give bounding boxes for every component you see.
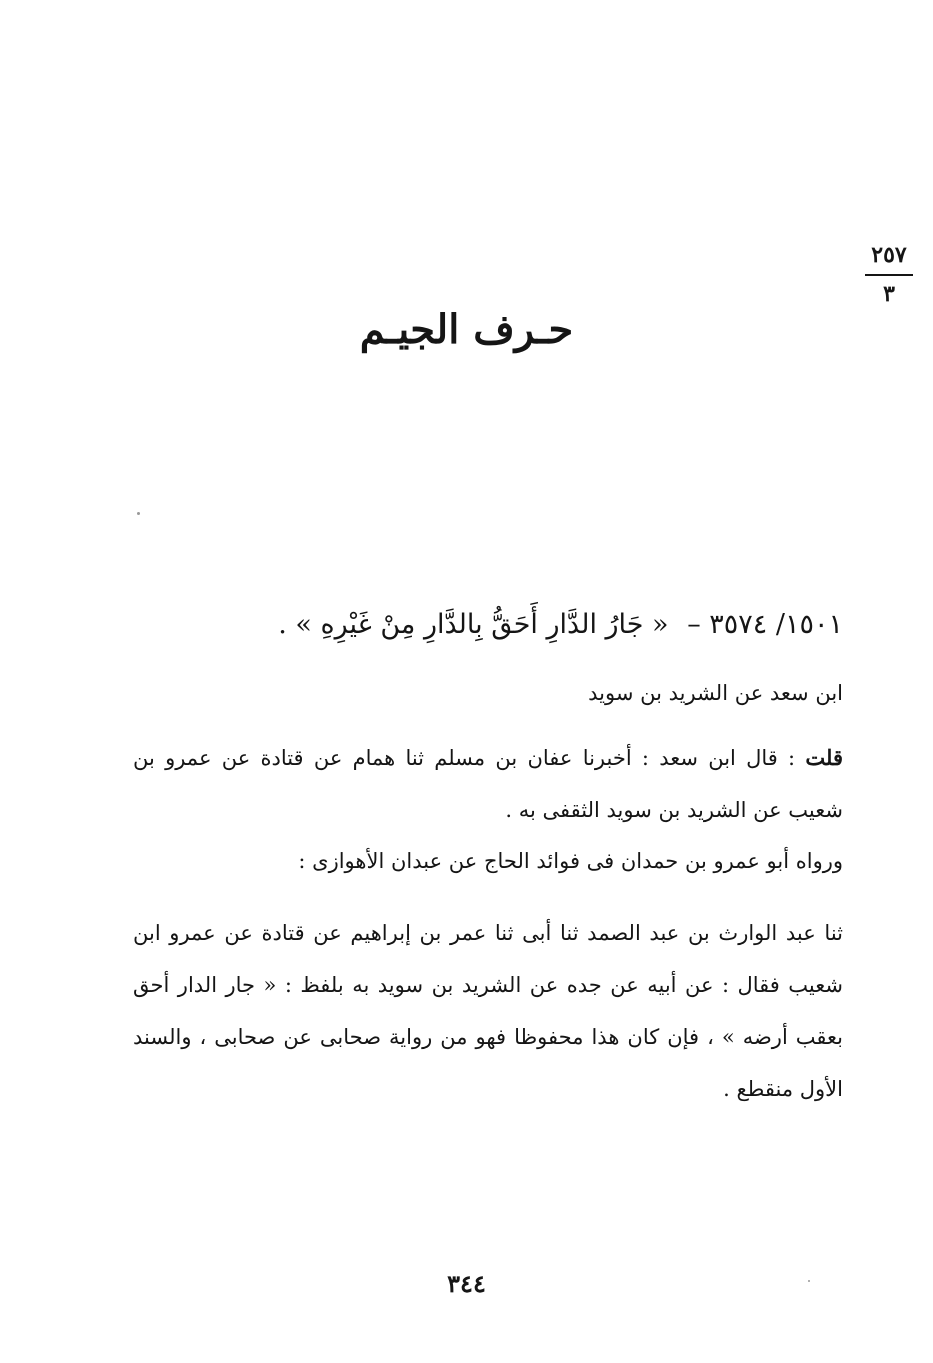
chapter-title: حـرف الجيـم bbox=[359, 306, 574, 353]
rawahu-paragraph: ورواه أبو عمرو بن حمدان فى فوائد الحاج عن عبدان الأهوازى : bbox=[298, 849, 843, 873]
fraction-bar bbox=[865, 274, 913, 276]
qultu-text: : قال ابن سعد : أخبرنا عفان بن مسلم ثنا همام عن قتادة عن عمرو بن شعيب عن الشريد بن سويد الثقفى به . bbox=[133, 746, 843, 822]
qultu-paragraph bbox=[133, 732, 843, 836]
page-number: ٣٤٤ bbox=[447, 1269, 486, 1298]
scan-speck bbox=[137, 512, 140, 515]
isnad-paragraph: ثنا عبد الوارث بن عبد الصمد ثنا أبى ثنا عمر بن إبراهيم عن قتادة عن عمرو ابن شعيب فقال : عن أبيه عن جده عن الشريد بن سويد به بلفظ : « جار الدار أحق بعقب أرضه » ، فإن كان هذا محفوظا فهو من رواية صحابى عن صحابى ، والسند الأول منقطع . bbox=[133, 921, 843, 1101]
margin-reference bbox=[865, 240, 913, 308]
margin-reference-numerator: ٢٥٧ bbox=[871, 242, 907, 268]
margin-reference-denominator: ٣ bbox=[883, 281, 895, 307]
hadith-source: ابن سعد عن الشريد بن سويد bbox=[588, 681, 843, 705]
hadith-entry bbox=[133, 605, 843, 645]
qultu-label: قلت bbox=[805, 745, 843, 770]
hadith-text: « جَارُ الدَّارِ أَحَقُّ بِالدَّارِ مِنْ غَيْرِهِ » . bbox=[278, 609, 669, 640]
scan-speck bbox=[808, 1280, 810, 1282]
hadith-number: ١٥٠١/ ٣٥٧٤ – bbox=[687, 609, 843, 640]
